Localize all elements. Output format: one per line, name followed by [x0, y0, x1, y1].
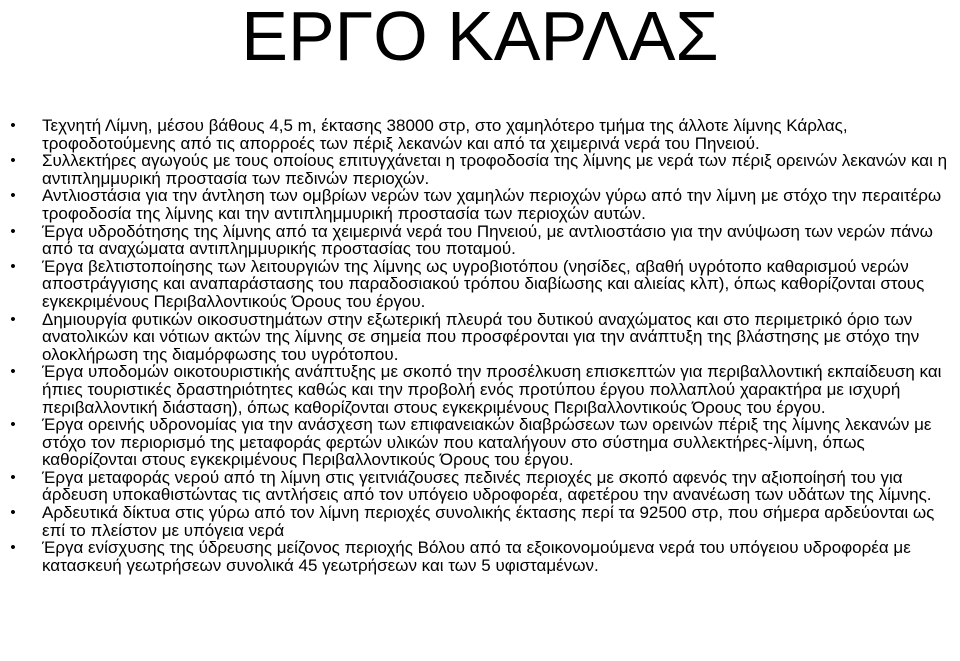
bullet-text: Έργα υποδομών οικοτουριστικής ανάπτυξης με σκοπό την προσέλκυση επισκεπτών για περιβαλλοντική εκπαίδευση και ήπιες τουριστικές δραστηριότητες καθώς και την προβολή ενός προτύπου έργου πολλαπλού χαρακτήρα με ισχυρή περιβαλλοντική διάσταση), όπως καθορίζονται στους εγκεκριμένους Περιβαλλοντικούς Όρους του έργου.: [42, 362, 942, 417]
bullet-text: Δημιουργία φυτικών οικοσυστημάτων στην εξωτερική πλευρά του δυτικού αναχώματος και στο περιμετρικό όριο των ανατολικών και νότιων ακτών της λίμνης σε σημεία που προσφέρονται για την ανάπτυξη της βλάστησης με στόχο την ολοκλήρωση της διαμόρφωσης του υγρότοπου.: [42, 309, 920, 364]
bullet-dot-icon: •: [10, 257, 16, 275]
bullet-text: Αντλιοστάσια για την άντληση των ομβρίων νερών των χαμηλών περιοχών γύρω από την λίμνη με στόχο την περαιτέρω τροφοδοσία της λίμνης και την αντιπλημμυρική προστασία των περιοχών αυτών.: [42, 186, 942, 223]
bullet-item: [0, 152, 960, 187]
bullet-item: [0, 539, 960, 574]
bullet-text: Έργα μεταφοράς νερού από τη λίμνη στις γειτνιάζουσες πεδινές περιοχές με σκοπό αφενός την αξιοποίησή του για άρδευση υποκαθιστώντας τις αντλήσεις από τον υπόγειο υδροφορέα, αφετέρου την ανανέωση των υδάτων της λίμνης.: [42, 467, 932, 505]
slide-title: ΕΡΓΟ ΚΑΡΛΑΣ: [241, 0, 719, 75]
bullet-text: Έργα βελτιστοποίησης των λειτουργιών της λίμνης ως υγροβιοτόπου (νησίδες, αβαθή υγρότοπο καθαρισμού νερών αποστράγγισης και αναπαράστασης του παραδοσιακού τρόπου διαβίωσης και αλιείας κλπ), όπως καθορίζονται στους εγκεκριμένους Περιβαλλοντικούς Όρους του έργου.: [42, 256, 925, 311]
bullet-dot-icon: •: [10, 416, 16, 434]
bullet-item: [0, 117, 960, 152]
bullet-dot-icon: •: [10, 152, 16, 170]
bullet-list: [0, 117, 960, 574]
bullet-item: [0, 223, 960, 258]
bullet-item: [0, 416, 960, 469]
bullet-item: [0, 187, 960, 222]
bullet-dot-icon: •: [10, 117, 16, 134]
bullet-item: [0, 363, 960, 416]
bullet-text: Έργα υδροδότησης της λίμνης από τα χειμερινά νερά του Πηνειού, με αντλιοστάσιο για την ανύψωση των νερών πάνω από τα αναχώματα αντιπλημμυρικής προστασίας του ποταμού.: [42, 221, 933, 259]
bullet-dot-icon: •: [10, 222, 16, 240]
bullet-item: [0, 258, 960, 311]
bullet-item: [0, 311, 960, 364]
bullet-text: Έργα ορεινής υδρονομίας για την ανάσχεση των επιφανειακών διαβρώσεων των ορεινών πέριξ της λίμνης λεκανών με στόχο τον περιορισμό της μεταφοράς φερτών υλικών που καταλήγουν στο σύστημα συλλεκτήρες-λίμνη, όπως καθορίζονται στους εγκεκριμένους Περιβαλλοντικούς Όρους του έργου.: [42, 415, 932, 470]
bullet-text: Αρδευτικά δίκτυα στις γύρω από τον λίμνη περιοχές συνολικής έκτασης περί τα 92500 στρ, που σήμερα αρδεύονται ως επί το πλείστον με υπόγεια νερά: [42, 503, 935, 540]
bullet-item: [0, 469, 960, 504]
bullet-dot-icon: •: [10, 468, 16, 486]
bullet-dot-icon: •: [10, 539, 16, 557]
bullet-dot-icon: •: [10, 187, 16, 205]
bullet-text: Τεχνητή Λίμνη, μέσου βάθους 4,5 m, έκτασης 38000 στρ, στο χαμηλότερο τμήμα της άλλοτε λίμνης Κάρλας, τροφοδοτούμενης από τις απορροές των πέριξ λεκανών και από τα χειμερινά νερά του Πηνειού.: [42, 116, 848, 153]
bullet-dot-icon: •: [10, 363, 16, 381]
bullet-dot-icon: •: [10, 310, 16, 328]
bullet-text: Συλλεκτήρες αγωγούς με τους οποίους επιτυγχάνεται η τροφοδοσία της λίμνης με νερά των πέριξ ορεινών λεκανών και η αντιπλημμυρική προστασία των πεδινών περιοχών.: [42, 151, 948, 188]
bullet-item: [0, 504, 960, 539]
bullet-dot-icon: •: [10, 504, 16, 522]
bullet-text: Έργα ενίσχυσης της ύδρευσης μείζονος περιοχής Βόλου από τα εξοικονομούμενα νερά του υπόγειου υδροφορέα με κατασκευή γεωτρήσεων συνολικά 45 γεωτρήσεων και των 5 υφισταμένων.: [42, 538, 911, 575]
